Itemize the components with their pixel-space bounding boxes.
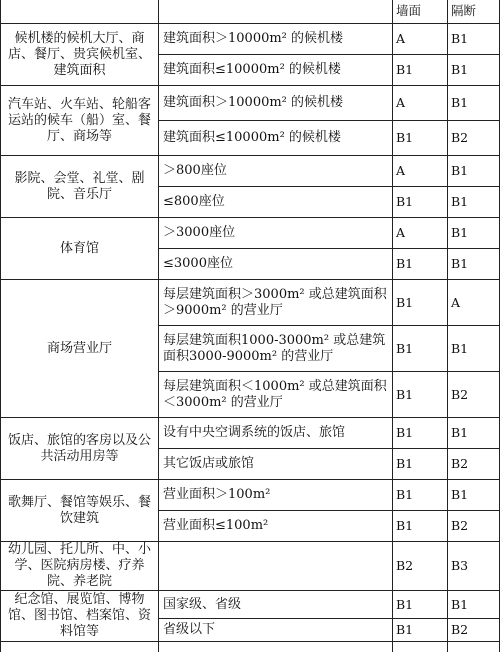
table-row [1, 280, 500, 326]
condition-cell: 省级以下 [159, 619, 393, 642]
wall-rating-cell: B1 [393, 480, 448, 511]
partition-rating-cell: B1 [448, 249, 500, 280]
table-row [1, 156, 500, 187]
partition-rating-cell: B1 [448, 218, 500, 249]
condition-cell: 每层建筑面积＞3000m² 或总建筑面积＞9000m² 的营业厅 [159, 280, 393, 326]
category-cell: 歌舞厅、餐馆等娱乐、餐饮建筑 [1, 480, 159, 542]
partition-rating-cell: B1 [448, 55, 500, 86]
wall-rating-cell: B1 [393, 187, 448, 218]
header-wall: 墙面 [393, 0, 448, 24]
wall-rating-cell: B1 [393, 280, 448, 326]
partition-rating-cell: B3 [448, 542, 500, 591]
condition-cell: ＞3000座位 [159, 218, 393, 249]
partition-rating-cell: B2 [448, 511, 500, 542]
partition-rating-cell: B2 [448, 449, 500, 480]
wall-rating-cell: B1 [393, 249, 448, 280]
condition-cell: 设有中央空调系统的饭店、旅馆 [159, 418, 393, 449]
header-condition [159, 0, 393, 24]
condition-cell: 建筑面积＞10000m² 的候机楼 [159, 86, 393, 121]
header-row [1, 0, 500, 24]
partition-rating-cell: B1 [448, 86, 500, 121]
table-row [1, 480, 500, 511]
table-row [1, 642, 500, 652]
condition-cell [159, 542, 393, 591]
header-category [1, 0, 159, 24]
partition-rating-cell: B2 [448, 619, 500, 642]
condition-cell: ≤3000座位 [159, 249, 393, 280]
header-partition: 隔断 [448, 0, 500, 24]
wall-rating-cell: A [393, 24, 448, 55]
condition-cell: 营业面积＞100m² [159, 480, 393, 511]
wall-rating-cell: B1 [393, 418, 448, 449]
table-row [1, 591, 500, 619]
category-cell: 汽车站、火车站、轮船客运站的候车（船）室、餐厅、商场等 [1, 86, 159, 156]
condition-cell: 营业面积≤100m² [159, 511, 393, 542]
wall-rating-cell: B1 [393, 511, 448, 542]
condition-cell: 建筑面积＞10000m² 的候机楼 [159, 24, 393, 55]
partition-rating-cell: A [448, 280, 500, 326]
wall-rating-cell: B1 [393, 372, 448, 418]
wall-rating-cell: B1 [393, 619, 448, 642]
partition-rating-cell: B1 [448, 187, 500, 218]
empty-cell [448, 642, 500, 652]
condition-cell: 每层建筑面积1000-3000m² 或总建筑面积3000-9000m² 的营业厅 [159, 326, 393, 372]
table-row [1, 542, 500, 591]
wall-rating-cell: A [393, 218, 448, 249]
table-row [1, 218, 500, 249]
category-cell: 体育馆 [1, 218, 159, 280]
empty-cell [159, 642, 393, 652]
condition-cell: ≤800座位 [159, 187, 393, 218]
wall-rating-cell: A [393, 156, 448, 187]
partition-rating-cell: B1 [448, 418, 500, 449]
wall-rating-cell: B2 [393, 542, 448, 591]
condition-cell: 建筑面积≤10000m² 的候机楼 [159, 121, 393, 156]
wall-rating-cell: B1 [393, 55, 448, 86]
category-cell: 候机楼的候机大厅、商店、餐厅、贵宾候机室、建筑面积 [1, 24, 159, 86]
wall-rating-cell: B1 [393, 121, 448, 156]
table-body [1, 0, 500, 652]
table-row [1, 418, 500, 449]
table-row [1, 24, 500, 55]
table-row [1, 86, 500, 121]
partition-rating-cell: B2 [448, 372, 500, 418]
partition-rating-cell: B2 [448, 121, 500, 156]
wall-rating-cell: B1 [393, 326, 448, 372]
wall-rating-cell: A [393, 86, 448, 121]
category-cell: 幼儿园、托儿所、中、小学、医院病房楼、疗养院、养老院 [1, 542, 159, 591]
condition-cell: 每层建筑面积＜1000m² 或总建筑面积＜3000m² 的营业厅 [159, 372, 393, 418]
wall-rating-cell: B1 [393, 449, 448, 480]
partition-rating-cell: B1 [448, 480, 500, 511]
partition-rating-cell: B1 [448, 326, 500, 372]
condition-cell: ＞800座位 [159, 156, 393, 187]
category-cell: 商场营业厅 [1, 280, 159, 418]
category-cell: 饭店、旅馆的客房以及公共活动用房等 [1, 418, 159, 480]
partition-rating-cell: B1 [448, 24, 500, 55]
condition-cell: 其它饭店或旅馆 [159, 449, 393, 480]
empty-cell [1, 642, 159, 652]
category-cell: 影院、会堂、礼堂、剧院、音乐厅 [1, 156, 159, 218]
empty-cell [393, 642, 448, 652]
partition-rating-cell: B1 [448, 591, 500, 619]
partition-rating-cell: B1 [448, 156, 500, 187]
category-cell: 纪念馆、展览馆、博物馆、图书馆、档案馆、资料馆等 [1, 591, 159, 642]
condition-cell: 国家级、省级 [159, 591, 393, 619]
condition-cell: 建筑面积≤10000m² 的候机楼 [159, 55, 393, 86]
wall-rating-cell: B1 [393, 591, 448, 619]
